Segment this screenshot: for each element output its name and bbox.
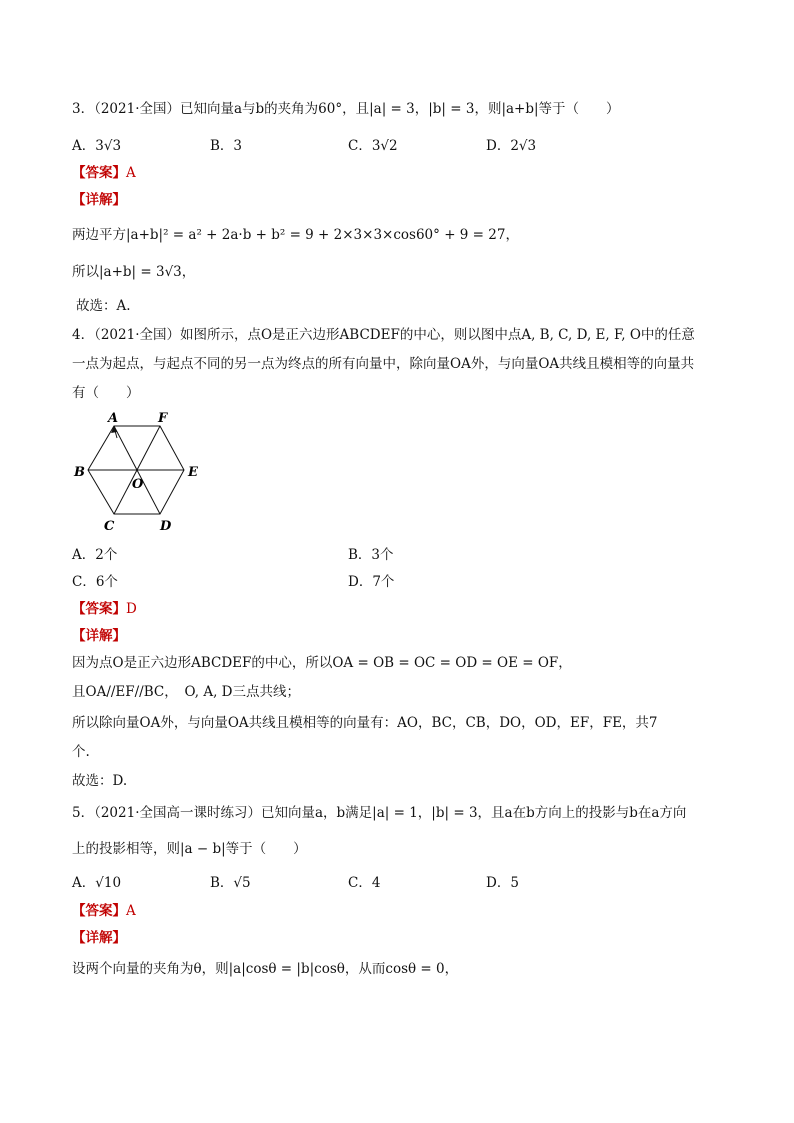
q5-option-b: B．√5 bbox=[210, 875, 251, 891]
point-c-label: C bbox=[104, 519, 115, 534]
q5-stem-line-2: 上的投影相等，则|a − b|等于（ ） bbox=[72, 841, 307, 857]
answer-value: A bbox=[126, 165, 136, 181]
q3-option-c: C．3√2 bbox=[348, 138, 398, 154]
q5-option-a: A．√10 bbox=[72, 875, 122, 891]
q4-work-line-3: 所以除向量OA外，与向量OA共线且模相等的向量有：AO，BC，CB，DO，OD，EF，FE，共7 bbox=[72, 715, 658, 731]
answer-label: 【答案】 bbox=[72, 903, 126, 919]
point-e-label: E bbox=[188, 465, 198, 480]
q4-work-line-4: 个. bbox=[72, 744, 90, 760]
point-o-label: O bbox=[132, 477, 144, 492]
q5-option-d: D．5 bbox=[486, 875, 519, 891]
q3-option-d: D．2√3 bbox=[486, 138, 537, 154]
q4-option-c: C．6个 bbox=[72, 574, 118, 590]
q3-answer bbox=[72, 164, 136, 182]
q5-answer bbox=[72, 902, 136, 920]
q3-conclusion: 故选：A. bbox=[76, 298, 131, 314]
answer-label: 【答案】 bbox=[72, 601, 126, 617]
q4-option-b: B．3个 bbox=[348, 547, 394, 563]
q3-work-line-1: 两边平方|a+b|² = a² + 2a·b + b² = 9 + 2×3×3×cos60° + 9 = 27， bbox=[72, 227, 519, 243]
answer-value: A bbox=[126, 903, 136, 919]
q3-stem: 3．（2021·全国）已知向量a与b的夹角为60°，且|a| = 3，|b| = 3，则|a+b|等于（ ） bbox=[72, 101, 620, 117]
hexagon-figure bbox=[68, 408, 218, 538]
q4-option-d: D．7个 bbox=[348, 574, 395, 590]
point-a-label: A bbox=[108, 411, 119, 426]
point-d-label: D bbox=[160, 519, 172, 534]
q5-stem-line-1: 5．（2021·全国高一课时练习）已知向量a，b满足|a| = 1，|b| = 3，且a在b方向上的投影与b在a方向 bbox=[72, 805, 687, 821]
point-f-label: F bbox=[158, 411, 168, 426]
answer-value: D bbox=[126, 601, 137, 617]
q4-option-a: A．2个 bbox=[72, 547, 118, 563]
q4-stem-line-2: 一点为起点，与起点不同的另一点为终点的所有向量中，除向量OA外，与向量OA共线且模相等的向量共 bbox=[72, 356, 695, 372]
point-b-label: B bbox=[74, 465, 85, 480]
answer-label: 【答案】 bbox=[72, 165, 126, 181]
q3-work-line-2: 所以|a+b| = 3√3， bbox=[72, 264, 196, 280]
q5-option-c: C．4 bbox=[348, 875, 381, 891]
q3-option-a: A．3√3 bbox=[72, 138, 122, 154]
q4-stem-line-1: 4．（2021·全国）如图所示，点O是正六边形ABCDEF的中心，则以图中点A, B, C, D, E, F, O中的任意 bbox=[72, 327, 695, 343]
q4-work-line-1: 因为点O是正六边形ABCDEF的中心，所以OA = OB = OC = OD = OE = OF， bbox=[72, 655, 572, 671]
q3-detail-label: 【详解】 bbox=[72, 192, 126, 208]
q5-work-line-1: 设两个向量的夹角为θ，则|a|cosθ = |b|cosθ，从而cosθ = 0， bbox=[72, 961, 459, 977]
q4-stem-line-3: 有（ ） bbox=[72, 385, 140, 401]
q4-conclusion: 故选：D. bbox=[72, 773, 128, 789]
q4-answer bbox=[72, 600, 137, 618]
q4-detail-label: 【详解】 bbox=[72, 628, 126, 644]
q4-work-line-2: 且OA//EF//BC， O, A, D三点共线； bbox=[72, 684, 300, 700]
q5-detail-label: 【详解】 bbox=[72, 930, 126, 946]
q3-option-b: B．3 bbox=[210, 138, 243, 154]
